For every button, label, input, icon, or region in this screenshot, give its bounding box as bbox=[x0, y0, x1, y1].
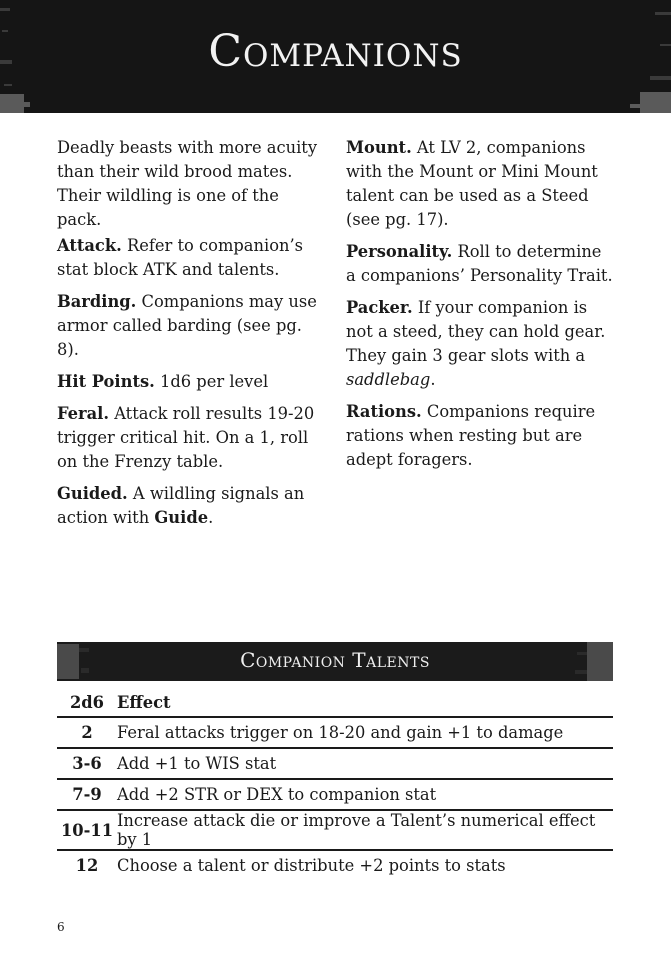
personality-entry: Personality. Roll to determine a companions’ Personality Trait. bbox=[346, 242, 613, 285]
roll-cell: 2 bbox=[81, 723, 93, 742]
effect-cell: Choose a talent or distribute +2 points to stats bbox=[117, 856, 506, 875]
table-row bbox=[57, 810, 613, 850]
effect-column-header: Effect bbox=[117, 692, 171, 712]
page-title: Companions bbox=[208, 26, 463, 77]
packer-entry: Packer. If your companion is not a steed, they can hold gear. They gain 3 gear slots with a saddlebag. bbox=[346, 298, 606, 389]
talents-table bbox=[57, 688, 613, 880]
roll-cell: 3-6 bbox=[72, 754, 102, 773]
roll-cell: 10-11 bbox=[60, 820, 114, 840]
feral-entry: Feral. Attack roll results 19-20 trigger critical hit. On a 1, roll on the Frenzy table. bbox=[57, 404, 315, 471]
table-header-row bbox=[57, 688, 613, 717]
talents-table-title: Companion Talents bbox=[240, 648, 430, 672]
guided-entry: Guided. A wildling signals an action with Guide. bbox=[57, 484, 305, 527]
effect-cell: Add +2 STR or DEX to companion stat bbox=[117, 785, 437, 804]
rations-entry: Rations. Companions require rations when resting but are adept foragers. bbox=[346, 402, 596, 469]
roll-column-header: 2d6 bbox=[69, 692, 105, 712]
mount-entry: Mount. At LV 2, companions with the Mount or Mini Mount talent can be used as a Steed (see pg. 17). bbox=[346, 138, 598, 229]
talents-table-header-banner bbox=[57, 642, 613, 681]
title-banner bbox=[0, 0, 671, 113]
table-row bbox=[57, 748, 613, 779]
left-column bbox=[57, 136, 327, 538]
roll-cell: 7-9 bbox=[72, 785, 102, 804]
effect-cell: Feral attacks trigger on 18-20 and gain +1 to damage bbox=[117, 723, 564, 742]
barding-entry: Barding. Companions may use armor called barding (see pg. 8). bbox=[57, 292, 317, 359]
intro-paragraph: Deadly beasts with more acuity than their wild brood mates. Their wildling is one of the pack. bbox=[57, 138, 318, 229]
hit-points-entry: Hit Points. 1d6 per level bbox=[57, 372, 269, 391]
table-row bbox=[57, 850, 613, 880]
attack-entry: Attack. Refer to companion’s stat block ATK and talents. bbox=[57, 236, 304, 279]
table-row bbox=[57, 717, 613, 748]
page-number: 6 bbox=[57, 920, 65, 934]
effect-cell: Increase attack die or improve a Talent’s numerical effect by 1 bbox=[117, 811, 596, 849]
right-column bbox=[346, 136, 616, 480]
roll-cell: 12 bbox=[75, 856, 99, 875]
table-row bbox=[57, 779, 613, 810]
effect-cell: Add +1 to WIS stat bbox=[117, 754, 277, 773]
